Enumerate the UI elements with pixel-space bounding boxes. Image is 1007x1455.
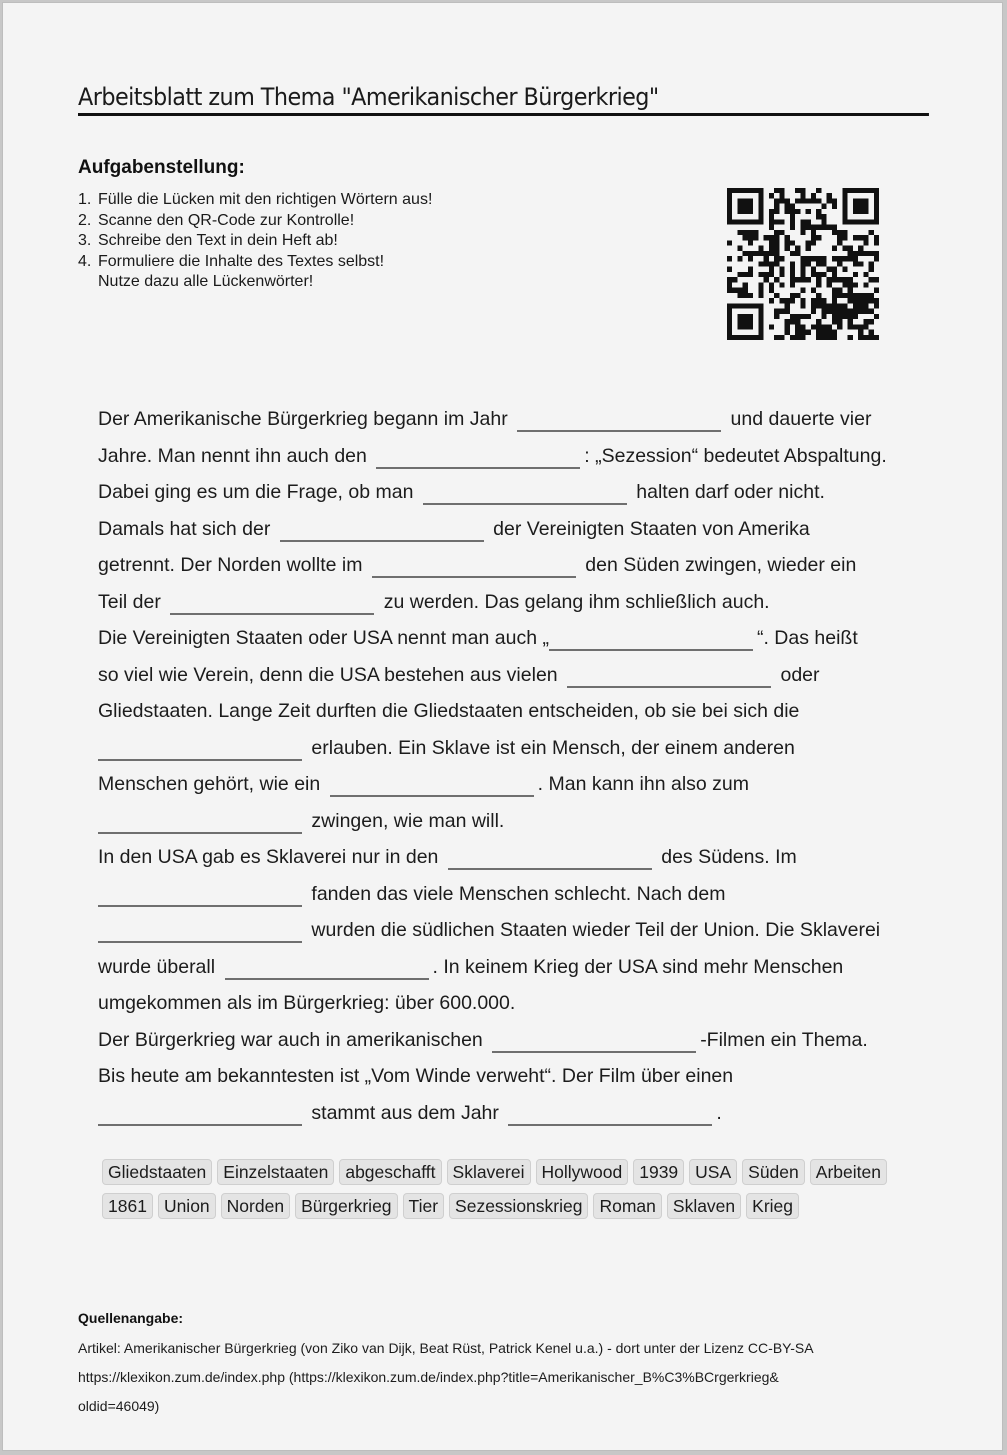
cloze-text-segment: . In keinem Krieg der USA sind mehr Menschen: [432, 955, 844, 978]
cloze-text-segment: erlauben. Ein Sklave ist ein Mensch, der einem anderen: [311, 736, 795, 759]
source-line: Artikel: Amerikanischer Bürgerkrieg (von Ziko van Dijk, Beat Rüst, Patrick Kenel u.a.) - dort unter der Lizenz CC-BY-SA: [78, 1340, 814, 1356]
cloze-text-segment: halten darf oder nicht.: [636, 481, 825, 503]
cloze-text-segment: Dabei ging es um die Frage, ob man: [98, 481, 414, 503]
word-chip[interactable]: Sklaven: [667, 1193, 741, 1219]
task-item: [78, 190, 432, 211]
cloze-text-segment: getrennt. Der Norden wollte im: [98, 554, 363, 576]
cloze-text-segment: -Filmen ein Thema.: [700, 1028, 868, 1051]
gap-blank[interactable]: [508, 1102, 712, 1126]
cloze-text-segment: Bis heute am bekanntesten ist „Vom Winde verweht“. Der Film über einen: [98, 1065, 734, 1087]
task-number: 3.: [78, 232, 92, 249]
gap-blank[interactable]: [372, 554, 576, 578]
word-chip[interactable]: Tier: [403, 1193, 445, 1219]
cloze-text-segment: Menschen gehört, wie ein: [98, 773, 321, 795]
task-number: 2.: [78, 211, 92, 229]
task-item: [78, 211, 432, 232]
cloze-line: [98, 438, 928, 475]
cloze-line: [98, 657, 928, 694]
cloze-text-segment: fanden das viele Menschen schlecht. Nach dem: [311, 882, 726, 905]
word-chip[interactable]: USA: [689, 1159, 737, 1185]
cloze-text-segment: Die Vereinigten Staaten oder USA nennt man auch „: [98, 627, 549, 649]
task-text: Nutze dazu alle Lückenwörter!: [98, 273, 314, 290]
cloze-text-segment: oder: [780, 663, 820, 686]
word-chip[interactable]: Gliedstaaten: [102, 1159, 212, 1185]
cloze-text-segment: und dauerte vier: [730, 408, 872, 430]
word-chip[interactable]: Krieg: [746, 1193, 799, 1219]
cloze-text-segment: Teil der: [98, 590, 161, 613]
cloze-text-segment: “. Das heißt: [756, 627, 858, 649]
gap-blank[interactable]: [98, 1102, 302, 1126]
cloze-text-segment: so viel wie Verein, denn die USA bestehen aus vielen: [98, 663, 558, 686]
task-text: Formuliere die Inhalte des Textes selbst!: [98, 252, 385, 270]
task-item: [78, 272, 432, 293]
word-chip[interactable]: abgeschafft: [339, 1159, 441, 1185]
word-chip[interactable]: 1861: [102, 1193, 153, 1219]
word-bank-row: [102, 1193, 902, 1219]
cloze-line: [98, 985, 928, 1022]
qr-code-icon[interactable]: [727, 188, 879, 340]
cloze-text-segment: der Vereinigten Staaten von Amerika: [493, 517, 810, 540]
word-chip[interactable]: 1939: [633, 1159, 684, 1185]
task-heading: Aufgabenstellung:: [78, 157, 245, 178]
cloze-text-segment: In den USA gab es Sklaverei nur in den: [98, 846, 439, 868]
cloze-line: [98, 474, 928, 511]
cloze-line: [98, 584, 928, 621]
cloze-line: [98, 1095, 928, 1132]
gap-blank[interactable]: [423, 481, 627, 505]
cloze-line: [98, 511, 928, 548]
word-chip[interactable]: Union: [158, 1193, 216, 1219]
cloze-line: [98, 803, 928, 840]
cloze-text-segment: Der Amerikanische Bürgerkrieg begann im Jahr: [98, 408, 508, 430]
word-chip[interactable]: Süden: [742, 1159, 805, 1185]
cloze-text-segment: . Man kann ihn also zum: [537, 773, 749, 795]
gap-blank[interactable]: [549, 627, 753, 651]
cloze-line: [98, 693, 928, 730]
cloze-text-segment: : „Sezession“ bedeutet Abspaltung.: [584, 444, 887, 467]
gap-blank[interactable]: [225, 956, 429, 980]
task-list: [78, 190, 432, 293]
cloze-text-segment: wurde überall: [98, 955, 216, 978]
task-item: [78, 231, 432, 252]
cloze-line: [98, 949, 928, 986]
cloze-text-segment: stammt aus dem Jahr: [311, 1101, 499, 1124]
source-heading: Quellenangabe:: [78, 1310, 184, 1326]
source-link[interactable]: https://klexikon.zum.de/index.php (https://klexikon.zum.de/index.php?title=Amerikanischer_B%C3%BCrgerkrieg&: [78, 1369, 779, 1385]
word-chip[interactable]: Einzelstaaten: [217, 1159, 334, 1185]
task-number: [78, 272, 98, 293]
gap-blank[interactable]: [280, 518, 484, 542]
cloze-text-segment: umgekommen als im Bürgerkrieg: über 600.000.: [98, 992, 516, 1014]
gap-blank[interactable]: [448, 846, 652, 870]
cloze-line: [98, 1022, 928, 1059]
source-text: [78, 1334, 938, 1421]
cloze-text-segment: den Süden zwingen, wieder ein: [585, 554, 857, 576]
cloze-line: [98, 766, 928, 803]
gap-blank[interactable]: [376, 445, 580, 469]
source-line: oldid=46049): [78, 1398, 160, 1414]
cloze-text-segment: .: [716, 1101, 722, 1124]
cloze-text-segment: Damals hat sich der: [98, 517, 271, 540]
gap-blank[interactable]: [98, 810, 302, 834]
word-chip[interactable]: Sezessionskrieg: [449, 1193, 588, 1219]
gap-blank[interactable]: [330, 773, 534, 797]
gap-blank[interactable]: [517, 408, 721, 432]
task-item: [78, 252, 432, 273]
cloze-line: [98, 876, 928, 913]
cloze-text-segment: zwingen, wie man will.: [311, 809, 505, 832]
word-chip[interactable]: Hollywood: [536, 1159, 629, 1185]
cloze-text: [98, 401, 928, 1131]
gap-blank[interactable]: [98, 737, 302, 761]
word-chip[interactable]: Norden: [221, 1193, 290, 1219]
cloze-line: [98, 839, 928, 876]
cloze-line: [98, 730, 928, 767]
task-text: Fülle die Lücken mit den richtigen Wörtern aus!: [98, 191, 433, 208]
cloze-text-segment: Gliedstaaten. Lange Zeit durften die Gliedstaaten entscheiden, ob sie bei sich die: [98, 700, 800, 722]
word-chip[interactable]: Roman: [593, 1193, 661, 1219]
gap-blank[interactable]: [98, 919, 302, 943]
cloze-text-segment: zu werden. Das gelang ihm schließlich auch.: [383, 590, 770, 613]
word-bank-row: [102, 1159, 902, 1185]
task-text: Scanne den QR-Code zur Kontrolle!: [98, 211, 355, 229]
task-text: Schreibe den Text in dein Heft ab!: [98, 232, 338, 249]
gap-blank[interactable]: [98, 883, 302, 907]
word-chip[interactable]: Bürgerkrieg: [295, 1193, 397, 1219]
gap-blank[interactable]: [567, 664, 771, 688]
cloze-text-segment: wurden die südlichen Staaten wieder Teil der Union. Die Sklaverei: [311, 919, 881, 941]
task-number: 1.: [78, 191, 92, 208]
cloze-text-segment: des Südens. Im: [661, 846, 797, 868]
cloze-line: [98, 547, 928, 584]
word-bank: [102, 1159, 902, 1227]
word-chip[interactable]: Arbeiten: [810, 1159, 887, 1185]
worksheet-page: [2, 2, 1003, 1451]
cloze-line: [98, 620, 928, 657]
page-title: Arbeitsblatt zum Thema "Amerikanischer Bürgerkrieg": [78, 83, 929, 116]
gap-blank[interactable]: [492, 1029, 696, 1053]
cloze-text-segment: Der Bürgerkrieg war auch in amerikanischen: [98, 1028, 483, 1051]
cloze-text-segment: Jahre. Man nennt ihn auch den: [98, 444, 367, 467]
cloze-line: [98, 912, 928, 949]
cloze-line: [98, 1058, 928, 1095]
gap-blank[interactable]: [170, 591, 374, 615]
task-number: 4.: [78, 252, 92, 270]
cloze-line: [98, 401, 928, 438]
word-chip[interactable]: Sklaverei: [447, 1159, 531, 1185]
